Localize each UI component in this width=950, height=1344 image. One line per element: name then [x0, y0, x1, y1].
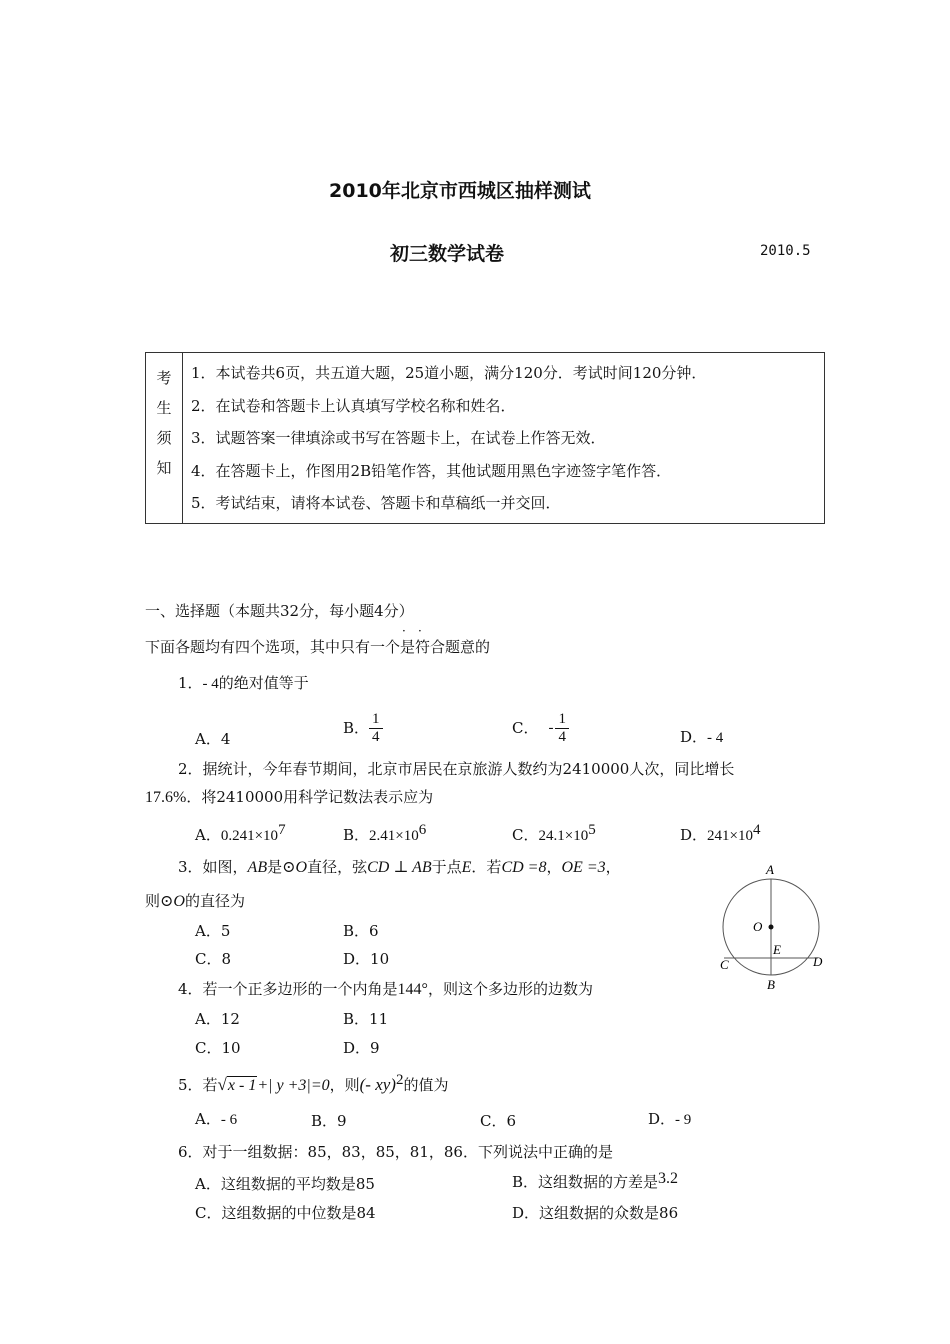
option-label: C．: [512, 719, 539, 737]
math-e: E: [461, 859, 472, 876]
option-value: 4: [220, 730, 231, 748]
q2-option-d: [680, 822, 761, 845]
q3-text: 于点: [431, 858, 462, 876]
option-value: 2.41×10: [369, 828, 419, 844]
q3-text: 直径，弦: [307, 858, 368, 876]
fraction-numerator: 1: [369, 711, 383, 729]
fraction: [369, 711, 383, 746]
option-label: B．: [343, 719, 370, 737]
q3-text: 3．如图，: [178, 858, 248, 876]
fraction: [555, 711, 569, 746]
option-value: 24.1×10: [538, 828, 589, 844]
question-5: [178, 1072, 448, 1095]
emphasis-dot: ·: [402, 624, 406, 638]
option-label: D．: [680, 826, 708, 844]
q4-option-d: D．9: [343, 1039, 380, 1057]
q2-option-b: [343, 822, 426, 845]
exam-date: 2010.5: [760, 243, 811, 259]
fraction-denominator: 4: [372, 728, 380, 745]
q5-text: 5．若: [178, 1076, 218, 1094]
math-angle: 144°: [397, 981, 428, 998]
q1-option-b: [343, 700, 383, 756]
option-value: 0.241×10: [220, 828, 279, 844]
notice-item: 3．试题答案一律填涂或书写在答题卡上，在试卷上作答无效．: [191, 429, 606, 447]
q3-line-2: [145, 890, 245, 911]
percent-value: 17.6%: [145, 789, 187, 806]
q1-option-d: [680, 726, 723, 747]
q3-option-c: C．8: [195, 950, 232, 968]
center-point: [769, 925, 774, 930]
option-label: A．: [195, 730, 221, 748]
exponent: 5: [588, 822, 596, 838]
option-label: B．这组数据的方差是: [512, 1173, 659, 1191]
q5-option-c: C．6: [480, 1112, 517, 1130]
notice-table: [145, 352, 825, 524]
q1-option-c: [512, 700, 569, 756]
label-b: B: [767, 977, 775, 992]
q6-option-d: D．这组数据的众数是86: [512, 1204, 679, 1222]
option-value: 3.2: [658, 1170, 679, 1187]
label-o: O: [753, 919, 763, 934]
question-1: [178, 672, 309, 693]
notice-item: 5．考试结束，请将本试卷、答题卡和草稿纸一并交回．: [191, 494, 561, 512]
q1-option-a: [195, 728, 230, 749]
math-circle-o: ⊙O: [282, 859, 308, 876]
sqrt-sign: √: [217, 1075, 227, 1094]
q6-option-c: C．这组数据的中位数是84: [195, 1204, 376, 1222]
notice-items: [183, 353, 825, 524]
label-a: A: [766, 862, 774, 877]
option-label: D．: [648, 1110, 676, 1128]
label-e: E: [773, 942, 781, 957]
option-value: 241×10: [707, 828, 753, 844]
label-d: D: [813, 954, 823, 969]
exponent: 6: [418, 822, 427, 838]
option-value: - 4: [707, 730, 724, 746]
notice-side-char: 考: [156, 369, 172, 387]
notice-item: 4．在答题卡上，作图用2B铅笔作答，其他试题用黑色字迹签字笔作答．: [191, 461, 672, 480]
q3-text: ，: [546, 858, 562, 876]
math-oe-eq: OE =3: [561, 859, 606, 876]
notice-side-char: 知: [156, 459, 172, 477]
math-neg-xy: (- xy): [359, 1075, 396, 1094]
q3-text: ．若: [471, 858, 502, 876]
page-title: 2010年北京市西城区抽样测试: [329, 180, 591, 202]
q6-option-a: A．这组数据的平均数是85: [195, 1175, 375, 1193]
q6-option-b: [512, 1170, 678, 1192]
q2-line-2: [145, 786, 433, 807]
option-label: C．: [512, 826, 539, 844]
q4-option-a: A．12: [195, 1010, 240, 1028]
emphasis-dot: ·: [418, 624, 422, 638]
q5-option-b: B．9: [311, 1112, 347, 1130]
exponent: 4: [753, 822, 761, 838]
notice-item: 1．本试卷共6页，共五道大题，25道小题，满分120分．考试时间120分钟．: [191, 364, 707, 382]
q2-text: ．将2410000用科学记数法表示应为: [186, 788, 434, 806]
option-value: - 9: [675, 1112, 692, 1128]
notice-side-char: 生: [156, 399, 172, 417]
question-4: [178, 978, 593, 999]
minus-sign: -: [548, 719, 554, 736]
math-circle-o: ⊙O: [160, 893, 185, 910]
q3-text: 则: [145, 892, 161, 910]
exponent: 2: [395, 1072, 404, 1088]
q1-math: - 4: [202, 676, 219, 692]
q3-option-b: B．6: [343, 922, 379, 940]
q2-option-a: [195, 822, 286, 845]
q4-option-c: C．10: [195, 1039, 241, 1057]
section-heading: 一、选择题（本题共32分，每小题4分）: [145, 602, 414, 620]
section-instruction: 下面各题均有四个选项，其中只有一个是符合题意的: [145, 638, 491, 656]
math-ab: AB: [247, 859, 268, 876]
math-cd-eq: CD =8: [501, 859, 547, 876]
q5-option-a: [195, 1108, 237, 1129]
q3-text: 的直径为: [184, 892, 245, 910]
notice-side-char: 须: [156, 429, 172, 447]
exponent: 7: [278, 822, 286, 838]
option-label: B．: [343, 826, 370, 844]
q4-text: 4．若一个正多边形的一个内角是: [178, 980, 398, 998]
circle-figure: [712, 860, 832, 995]
q2-line-1: 2．据统计，今年春节期间，北京市居民在京旅游人数约为2410000人次，同比增长: [178, 760, 735, 778]
q3-text: 是: [267, 858, 283, 876]
q1-text: 的绝对值等于: [218, 674, 309, 692]
option-label: A．: [195, 826, 221, 844]
notice-side-label: [146, 353, 183, 524]
label-c: C: [720, 957, 729, 972]
q5-text: ，则: [329, 1076, 360, 1094]
option-label: D．: [680, 728, 708, 746]
radicand: x - 1: [227, 1077, 257, 1094]
option-value: - 6: [220, 1112, 238, 1128]
notice-item: 2．在试卷和答题卡上认真填写学校名称和姓名．: [191, 396, 516, 415]
q3-option-a: A．5: [195, 922, 231, 940]
q3-line-1: [178, 856, 621, 877]
math-cd-perp-ab: CD ⊥ AB: [367, 859, 432, 876]
q5-text: 的值为: [403, 1076, 449, 1094]
q3-text: ，: [605, 858, 621, 876]
q4-text: ，则这个多边形的边数为: [427, 980, 593, 998]
option-label: A．: [195, 1110, 221, 1128]
fraction-denominator: 4: [558, 728, 566, 745]
page-subtitle: 初三数学试卷: [390, 243, 505, 265]
q2-option-c: [512, 822, 596, 845]
question-6: 6．对于一组数据：85，83，85，81，86．下列说法中正确的是: [178, 1143, 613, 1161]
math-abs-term: +| y +3|=0: [257, 1077, 330, 1094]
q1-number: 1．: [178, 674, 203, 692]
q5-option-d: [648, 1108, 691, 1129]
q4-option-b: B．11: [343, 1010, 389, 1028]
q3-option-d: D．10: [343, 950, 390, 968]
fraction-numerator: 1: [555, 711, 569, 729]
